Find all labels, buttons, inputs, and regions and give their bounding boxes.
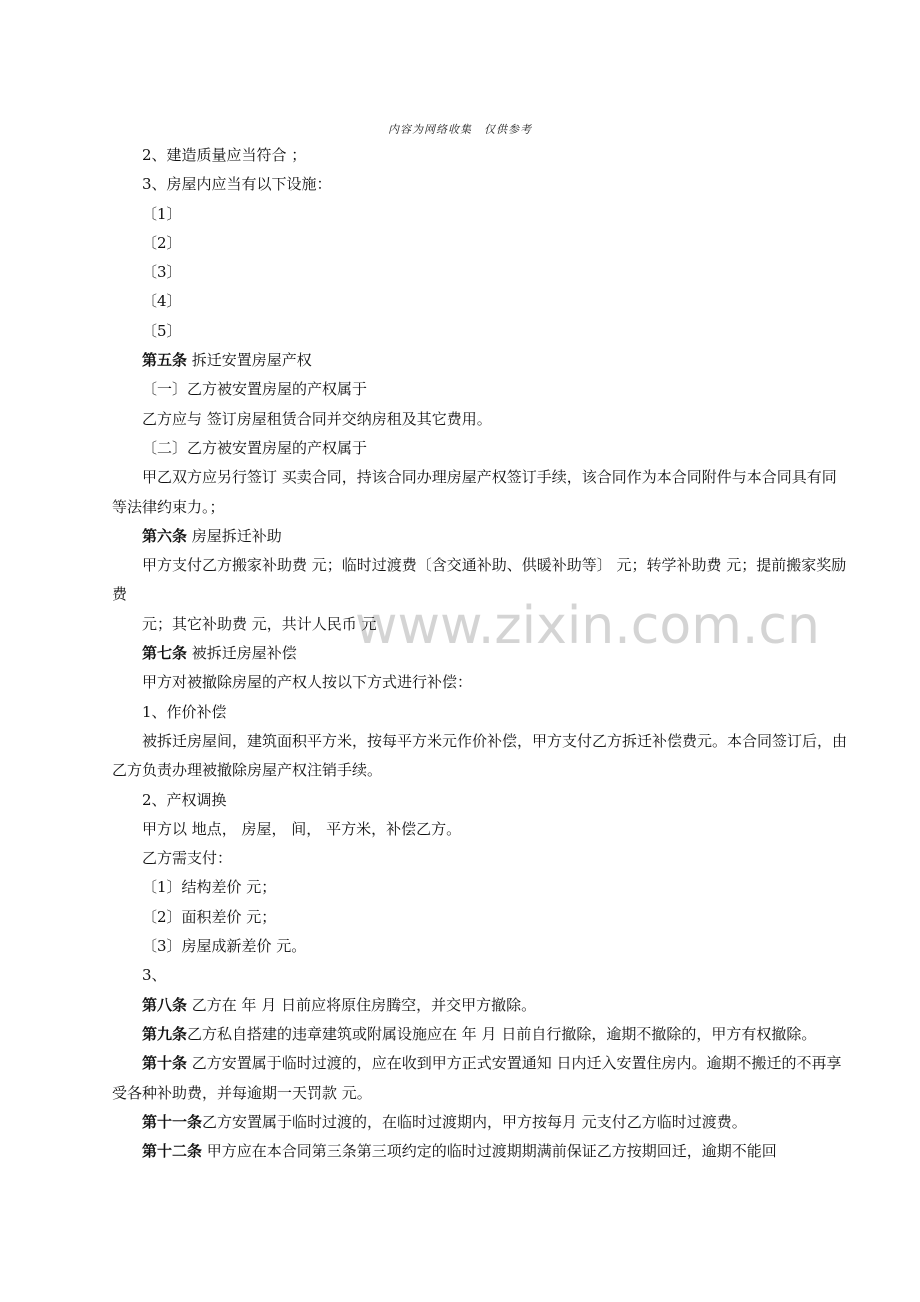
facility-item-4: 〔4〕 — [142, 292, 182, 311]
facility-item-2: 〔2〕 — [142, 233, 182, 252]
document-body — [112, 141, 847, 1166]
article-7-p8: 〔2〕面积差价 元； — [142, 907, 277, 926]
article-11 — [112, 1108, 847, 1137]
article-7-p7: 〔1〕结构差价 元； — [142, 878, 277, 897]
article-11-title: 第十一条 — [142, 1112, 203, 1131]
article-6-heading — [112, 522, 847, 551]
article-7-p3: 被拆迁房屋间，建筑面积平方米，按每平方米元作价补偿，甲方支付乙方拆迁补偿费元。本合同签订后，由乙方负责办理被撤除房屋产权注销手续。 — [112, 731, 848, 780]
article-7-p10: 3、 — [142, 966, 167, 985]
article-9 — [112, 1020, 847, 1049]
article-7-heading — [112, 639, 847, 668]
line-quality: 2、建造质量应当符合 ； — [142, 146, 307, 164]
facility-item-3: 〔3〕 — [142, 263, 182, 282]
article-7-p4: 2、产权调换 — [142, 790, 227, 809]
article-6-heading-text: 房屋拆迁补助 — [187, 526, 282, 545]
article-5-title: 第五条 — [142, 351, 188, 370]
article-8-body: 乙方在 年 月 日前应将原住房腾空，并交甲方撤除。 — [187, 995, 537, 1014]
line-facilities: 3、房屋内应当有以下设施： — [142, 175, 332, 194]
article-5-heading — [112, 346, 847, 375]
header-note: 内容为网络收集 仅供参考 — [388, 123, 532, 136]
article-7-p5: 甲方以 地点， 房屋， 间， 平方米，补偿乙方。 — [142, 819, 462, 838]
article-6-p2: 元；其它补助费 元，共计人民币 元 — [142, 614, 377, 633]
article-5-p4: 甲乙双方应另行签订 买卖合同，持该合同办理房屋产权签订手续，该合同作为本合同附件与本合同具有同等法律约束力。； — [112, 468, 837, 516]
facility-item-5: 〔5〕 — [142, 321, 182, 340]
article-10-title: 第十条 — [142, 1054, 188, 1073]
article-5-p1: 〔一〕乙方被安置房屋的产权属于 — [142, 380, 368, 399]
article-6-title: 第六条 — [142, 526, 188, 545]
facility-item-1: 〔1〕 — [142, 204, 182, 223]
article-5-p3: 〔二〕乙方被安置房屋的产权属于 — [142, 438, 368, 457]
article-10 — [112, 1049, 847, 1108]
article-6-p1: 甲方支付乙方搬家补助费 元；临时过渡费〔含交通补助、供暖补助等〕 元；转学补助费 元；提前搬家奖励费 — [112, 556, 847, 604]
watermark: www.zixin.com.cn — [355, 596, 820, 656]
article-7-p1: 甲方对被撤除房屋的产权人按以下方式进行补偿： — [142, 673, 473, 692]
article-9-title: 第九条 — [142, 1024, 188, 1043]
article-8 — [112, 991, 847, 1020]
article-7-heading-text: 被拆迁房屋补偿 — [187, 644, 297, 663]
article-12 — [112, 1137, 847, 1166]
article-9-body: 乙方私自搭建的违章建筑或附属设施应在 年 月 日前自行撤除，逾期不撤除的，甲方有权撤除。 — [187, 1024, 817, 1043]
article-5-p2: 乙方应与 签订房屋租赁合同并交纳房租及其它费用。 — [142, 409, 492, 428]
article-7-title: 第七条 — [142, 644, 188, 663]
article-12-body: 甲方应在本合同第三条第三项约定的临时过渡期期满前保证乙方按期回迁，逾期不能回 — [202, 1142, 777, 1161]
article-7-p2: 1、作价补偿 — [142, 702, 227, 721]
article-10-body: 乙方安置属于临时过渡的，应在收到甲方正式安置通知 日内迁入安置住房内。逾期不搬迁的不再享受各种补助费，并每逾期一天罚款 元。 — [112, 1054, 842, 1102]
article-8-title: 第八条 — [142, 995, 188, 1014]
article-11-body: 乙方安置属于临时过渡的，在临时过渡期内，甲方按每月 元支付乙方临时过渡费。 — [202, 1112, 747, 1131]
article-5-heading-text: 拆迁安置房屋产权 — [187, 351, 312, 370]
article-12-title: 第十二条 — [142, 1142, 203, 1161]
article-7-p6: 乙方需支付： — [142, 849, 233, 868]
article-7-p9: 〔3〕房屋成新差价 元。 — [142, 937, 307, 956]
